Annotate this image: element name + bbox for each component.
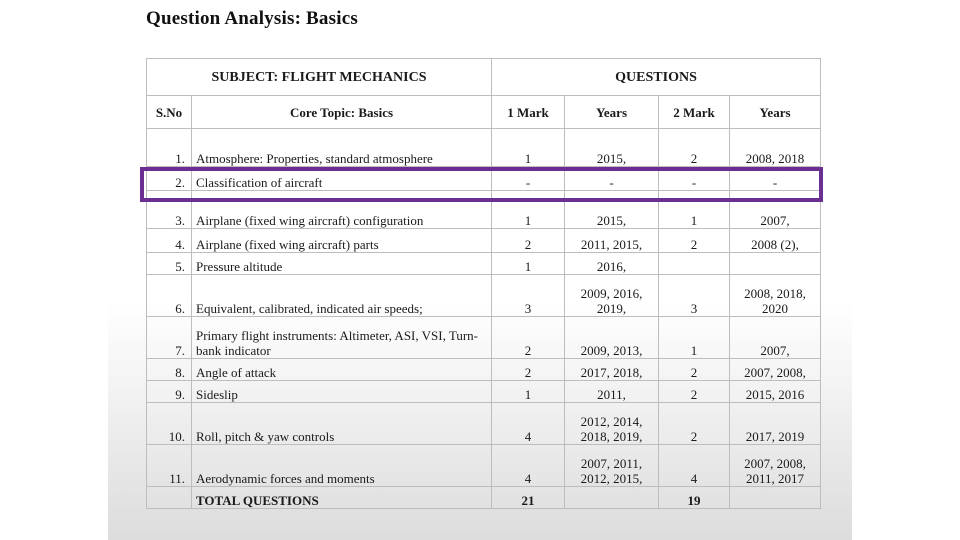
row-topic: Angle of attack <box>192 359 492 381</box>
table-row <box>147 317 821 359</box>
years-header-2: Years <box>730 96 821 129</box>
row-one-mark: 4 <box>492 403 565 445</box>
row-years-1: 2012, 2014, 2018, 2019, <box>565 403 659 445</box>
subject-header: SUBJECT: FLIGHT MECHANICS <box>147 59 492 96</box>
row-sno: 2. <box>147 167 192 191</box>
table-row <box>147 445 821 487</box>
total-sno-cell <box>147 487 192 509</box>
total-label: TOTAL QUESTIONS <box>192 487 492 509</box>
row-years-2: 2007, <box>730 191 821 229</box>
row-two-mark: 1 <box>659 191 730 229</box>
one-mark-header: 1 Mark <box>492 96 565 129</box>
table-row <box>147 403 821 445</box>
table-row <box>147 381 821 403</box>
core-topic-header: Core Topic: Basics <box>192 96 492 129</box>
two-mark-header: 2 Mark <box>659 96 730 129</box>
page-title: Question Analysis: Basics <box>146 8 358 29</box>
row-years-2 <box>730 253 821 275</box>
row-topic: Airplane (fixed wing aircraft) parts <box>192 229 492 253</box>
row-sno: 9. <box>147 381 192 403</box>
total-row <box>147 487 821 509</box>
row-sno: 6. <box>147 275 192 317</box>
table-row <box>147 229 821 253</box>
row-topic: Primary flight instruments: Altimeter, ASI, VSI, Turn-bank indicator <box>192 317 492 359</box>
row-topic: Equivalent, calibrated, indicated air speeds; <box>192 275 492 317</box>
row-years-2: 2017, 2019 <box>730 403 821 445</box>
one-mark-total: 21 <box>492 487 565 509</box>
row-one-mark: 1 <box>492 253 565 275</box>
row-sno: 3. <box>147 191 192 229</box>
two-mark-total: 19 <box>659 487 730 509</box>
questions-header: QUESTIONS <box>492 59 821 96</box>
row-two-mark <box>659 253 730 275</box>
row-one-mark: 2 <box>492 317 565 359</box>
row-topic: Pressure altitude <box>192 253 492 275</box>
row-years-1: - <box>565 167 659 191</box>
row-two-mark: 2 <box>659 359 730 381</box>
row-one-mark: 1 <box>492 381 565 403</box>
sno-header: S.No <box>147 96 192 129</box>
row-two-mark: 2 <box>659 381 730 403</box>
row-topic: Airplane (fixed wing aircraft) configuration <box>192 191 492 229</box>
row-years-1: 2011, <box>565 381 659 403</box>
row-sno: 4. <box>147 229 192 253</box>
row-topic: Sideslip <box>192 381 492 403</box>
row-two-mark: - <box>659 167 730 191</box>
table-row <box>147 253 821 275</box>
row-one-mark: - <box>492 167 565 191</box>
row-one-mark: 1 <box>492 129 565 167</box>
row-years-2: 2008, 2018 <box>730 129 821 167</box>
row-years-1: 2015, <box>565 129 659 167</box>
row-two-mark: 1 <box>659 317 730 359</box>
row-years-1: 2015, <box>565 191 659 229</box>
row-sno: 1. <box>147 129 192 167</box>
years-header-1: Years <box>565 96 659 129</box>
row-sno: 11. <box>147 445 192 487</box>
table-subheader-row <box>147 96 821 129</box>
row-two-mark: 2 <box>659 129 730 167</box>
row-topic: Roll, pitch & yaw controls <box>192 403 492 445</box>
table-row <box>147 359 821 381</box>
row-sno: 10. <box>147 403 192 445</box>
row-years-1: 2016, <box>565 253 659 275</box>
table-row <box>147 275 821 317</box>
row-one-mark: 2 <box>492 229 565 253</box>
row-one-mark: 1 <box>492 191 565 229</box>
row-years-2: 2007, 2008, <box>730 359 821 381</box>
row-two-mark: 2 <box>659 403 730 445</box>
row-sno: 8. <box>147 359 192 381</box>
row-sno: 5. <box>147 253 192 275</box>
row-two-mark: 3 <box>659 275 730 317</box>
row-years-2: 2007, <box>730 317 821 359</box>
table-body <box>147 129 821 487</box>
total-years-cell-1 <box>565 487 659 509</box>
row-topic: Atmosphere: Properties, standard atmosphere <box>192 129 492 167</box>
table-row <box>147 129 821 167</box>
question-analysis-table <box>146 58 821 509</box>
table-row <box>147 167 821 191</box>
row-one-mark: 3 <box>492 275 565 317</box>
row-topic: Classification of aircraft <box>192 167 492 191</box>
row-topic: Aerodynamic forces and moments <box>192 445 492 487</box>
row-years-2: 2008 (2), <box>730 229 821 253</box>
row-years-1: 2009, 2013, <box>565 317 659 359</box>
table-header-row <box>147 59 821 96</box>
row-years-1: 2009, 2016, 2019, <box>565 275 659 317</box>
row-two-mark: 4 <box>659 445 730 487</box>
total-years-cell-2 <box>730 487 821 509</box>
row-years-1: 2011, 2015, <box>565 229 659 253</box>
row-one-mark: 2 <box>492 359 565 381</box>
row-years-1: 2017, 2018, <box>565 359 659 381</box>
row-one-mark: 4 <box>492 445 565 487</box>
row-years-2: 2007, 2008, 2011, 2017 <box>730 445 821 487</box>
row-sno: 7. <box>147 317 192 359</box>
table-row <box>147 191 821 229</box>
row-years-2: - <box>730 167 821 191</box>
row-years-2: 2008, 2018, 2020 <box>730 275 821 317</box>
row-years-1: 2007, 2011, 2012, 2015, <box>565 445 659 487</box>
row-two-mark: 2 <box>659 229 730 253</box>
row-years-2: 2015, 2016 <box>730 381 821 403</box>
